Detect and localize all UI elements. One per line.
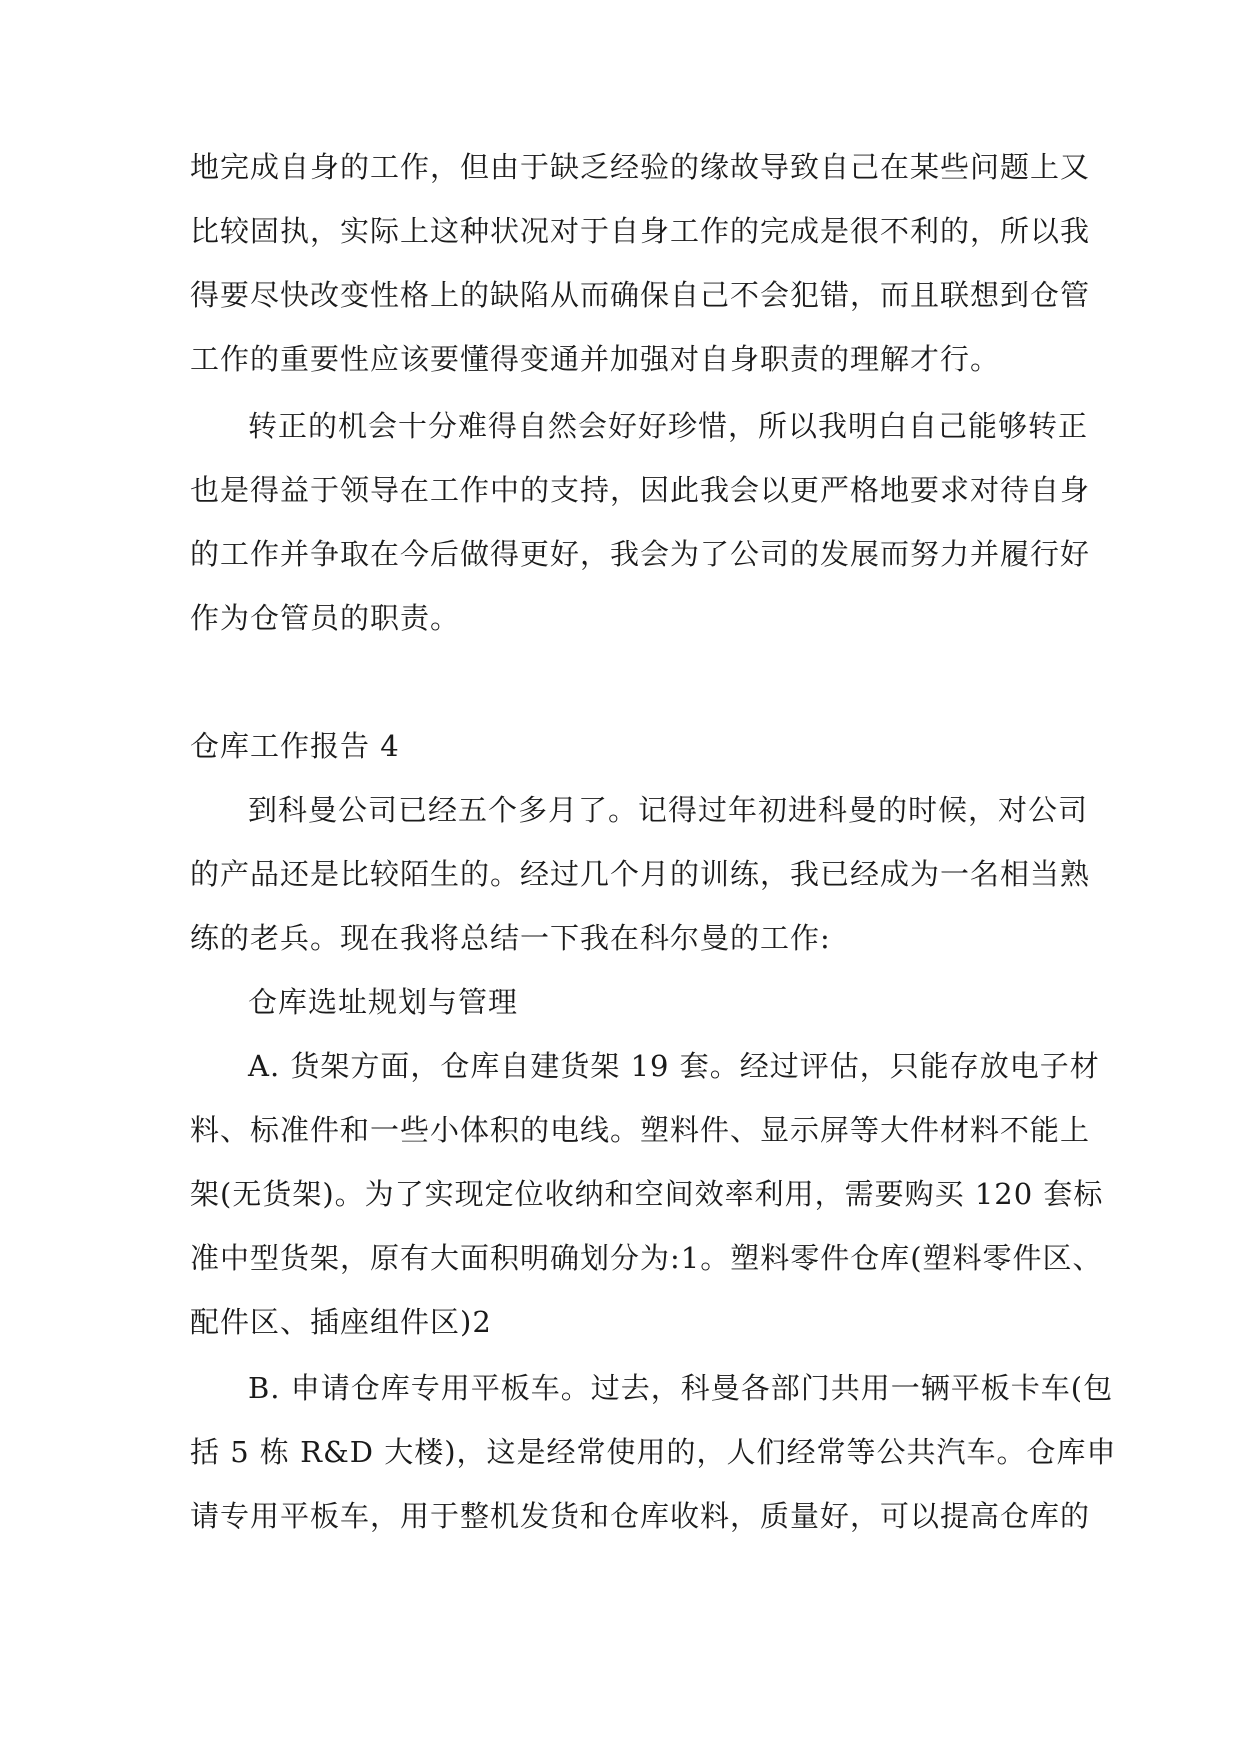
section-heading: 仓库工作报告 4 <box>190 729 400 763</box>
paragraph-line: A. 货架方面，仓库自建货架 19 套。经过评估，只能存放电子材 <box>248 1049 1100 1083</box>
paragraph-line: 作为仓管员的职责。 <box>190 601 461 635</box>
paragraph-line: 地完成自身的工作，但由于缺乏经验的缘故导致自己在某些问题上又 <box>190 150 1091 184</box>
paragraph-line: 括 5 栋 R&D 大楼)，这是经常使用的，人们经常等公共汽车。仓库申 <box>190 1435 1117 1469</box>
paragraph-line: 请专用平板车，用于整机发货和仓库收料，质量好，可以提高仓库的 <box>190 1499 1091 1533</box>
paragraph-line: B. 申请仓库专用平板车。过去，科曼各部门共用一辆平板卡车(包 <box>248 1371 1114 1405</box>
paragraph-line: 比较固执，实际上这种状况对于自身工作的完成是很不利的，所以我 <box>190 214 1091 248</box>
subheading: 仓库选址规划与管理 <box>248 985 519 1019</box>
paragraph-line: 的工作并争取在今后做得更好，我会为了公司的发展而努力并履行好 <box>190 537 1091 571</box>
paragraph-line: 准中型货架，原有大面积明确划分为:1。塑料零件仓库(塑料零件区、 <box>190 1241 1103 1275</box>
paragraph-line: 料、标准件和一些小体积的电线。塑料件、显示屏等大件材料不能上 <box>190 1113 1091 1147</box>
paragraph-line: 练的老兵。现在我将总结一下我在科尔曼的工作: <box>190 921 831 955</box>
paragraph-line: 也是得益于领导在工作中的支持，因此我会以更严格地要求对待自身 <box>190 473 1091 507</box>
paragraph-line: 配件区、插座组件区)2 <box>190 1305 492 1339</box>
paragraph-line: 工作的重要性应该要懂得变通并加强对自身职责的理解才行。 <box>190 342 1001 376</box>
paragraph-line: 的产品还是比较陌生的。经过几个月的训练，我已经成为一名相当熟 <box>190 857 1091 891</box>
paragraph-line: 得要尽快改变性格上的缺陷从而确保自己不会犯错，而且联想到仓管 <box>190 278 1091 312</box>
paragraph-line: 架(无货架)。为了实现定位收纳和空间效率利用，需要购买 120 套标 <box>190 1177 1104 1211</box>
paragraph-line: 到科曼公司已经五个多月了。记得过年初进科曼的时候，对公司 <box>248 793 1089 827</box>
paragraph-line: 转正的机会十分难得自然会好好珍惜，所以我明白自己能够转正 <box>248 409 1089 443</box>
